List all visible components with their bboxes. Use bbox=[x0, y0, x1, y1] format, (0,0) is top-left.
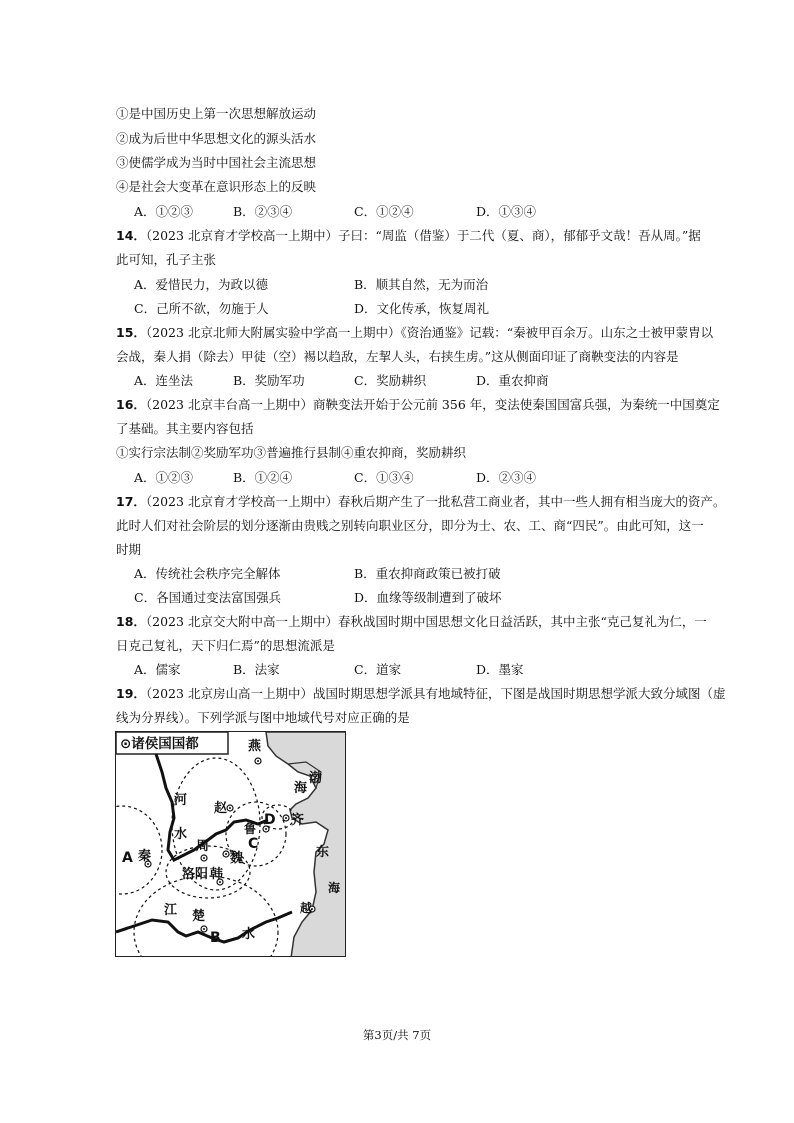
statement-4: ④是社会大变革在意识形态上的反映 bbox=[116, 179, 317, 194]
q16-stem-line1 bbox=[116, 397, 720, 413]
label-yue: 越 bbox=[300, 901, 313, 915]
q18-number: 18． bbox=[116, 614, 146, 629]
q18-option-d[interactable]: D．墨家 bbox=[476, 662, 524, 677]
q16-text: （2023 北京丰台高一上期中）商鞅变法开始于公元前 356 年，变法使秦国国富兵强，为秦统一中国奠定 bbox=[145, 397, 720, 412]
warring-states-map bbox=[115, 731, 346, 957]
q17-option-c[interactable]: C．各国通过变法富国强兵 bbox=[134, 590, 282, 605]
q18-stem-line1 bbox=[116, 614, 707, 630]
q16-stem-line2: 了基础。其主要内容包括 bbox=[116, 421, 254, 436]
q17-stem-line1 bbox=[116, 494, 725, 510]
q18-option-c[interactable]: C．道家 bbox=[354, 662, 402, 677]
q16-option-c[interactable]: C．①③④ bbox=[354, 470, 414, 485]
label-han: 韩 bbox=[210, 867, 224, 882]
statement-2: ②成为后世中华思想文化的源头活水 bbox=[116, 131, 317, 146]
q15-option-d[interactable]: D．重农抑商 bbox=[476, 373, 549, 388]
legend-text: ⊙诸侯国国都 bbox=[120, 736, 199, 752]
q16-stem-line3: ①实行宗法制②奖励军功③普遍推行县制④重农抑商，奖励耕织 bbox=[116, 445, 467, 460]
q16-option-a[interactable]: A．①②③ bbox=[134, 470, 194, 485]
q17-stem-line2: 此时人们对社会阶层的划分逐渐由贵贱之别转向职业区分，即分为士、农、工、商“四民”。由此可知，这一 bbox=[116, 518, 704, 533]
label-A: A bbox=[122, 850, 133, 866]
label-yan: 燕 bbox=[248, 739, 262, 754]
q13-option-d[interactable]: D．①③④ bbox=[476, 204, 537, 219]
q17-option-d[interactable]: D．血缘等级制遭到了破坏 bbox=[354, 590, 502, 605]
q14-option-b[interactable]: B．顺其自然，无为而治 bbox=[354, 277, 489, 292]
label-bo: 渤 bbox=[309, 771, 323, 786]
q17-option-b[interactable]: B．重农抑商政策已被打破 bbox=[354, 566, 501, 581]
label-shui2: 水 bbox=[242, 927, 256, 942]
q13-option-b[interactable]: B．②③④ bbox=[233, 204, 293, 219]
label-hai1: 海 bbox=[294, 781, 308, 796]
page-footer: 第3页/共 7页 bbox=[362, 1028, 432, 1042]
label-he: 河 bbox=[174, 793, 188, 808]
q15-option-c[interactable]: C．奖励耕织 bbox=[354, 373, 427, 388]
q15-option-b[interactable]: B．奖励军功 bbox=[233, 373, 305, 388]
label-luoyang: 洛阳 bbox=[182, 867, 209, 882]
label-wei: 魏 bbox=[230, 851, 244, 866]
q15-option-a[interactable]: A．连坐法 bbox=[134, 373, 194, 388]
label-zhao: 赵 bbox=[214, 801, 228, 816]
label-lu: 鲁 bbox=[244, 822, 257, 836]
q18-text: （2023 北京交大附中高一上期中）春秋战国时期中国思想文化日益活跃，其中主张“克己复礼为仁，一 bbox=[145, 614, 707, 629]
label-hai2: 海 bbox=[328, 881, 341, 895]
q19-stem-line2: 线为分界线）。下列学派与图中地域代号对应正确的是 bbox=[116, 710, 410, 725]
label-jiang: 江 bbox=[164, 903, 178, 918]
label-dong: 东 bbox=[316, 845, 330, 860]
statement-3: ③使儒学成为当时中国社会主流思想 bbox=[116, 155, 317, 170]
statement-1: ①是中国历史上第一次思想解放运动 bbox=[116, 106, 317, 121]
sea-area bbox=[266, 732, 346, 957]
label-qin: 秦 bbox=[138, 849, 152, 864]
q14-option-a[interactable]: A．爱惜民力，为政以德 bbox=[134, 277, 269, 292]
q18-option-a[interactable]: A．儒家 bbox=[134, 662, 181, 677]
map-svg bbox=[116, 732, 346, 957]
q17-option-a[interactable]: A．传统社会秩序完全解体 bbox=[134, 566, 281, 581]
q13-option-a[interactable]: A．①②③ bbox=[134, 204, 194, 219]
label-shui1: 水 bbox=[174, 827, 188, 842]
q13-option-c[interactable]: C．①②④ bbox=[354, 204, 414, 219]
q15-stem-line2: 会战，秦人捐（除去）甲徒（空）裼以趋敌，左挈人头，右挟生虏。”这从侧面印证了商鞅变法的内容是 bbox=[116, 349, 679, 364]
q14-stem-line2: 此可知，孔子主张 bbox=[116, 252, 217, 267]
label-D: D bbox=[264, 812, 276, 828]
q14-number: 14． bbox=[116, 228, 146, 243]
label-chu: 楚 bbox=[192, 909, 206, 924]
q19-text: （2023 北京房山高一上期中）战国时期思想学派具有地域特征，下图是战国时期思想学派大致分域图（虚 bbox=[145, 686, 726, 701]
q15-stem-line1 bbox=[116, 325, 713, 341]
q16-option-d[interactable]: D．②③④ bbox=[476, 470, 537, 485]
label-B: B bbox=[210, 930, 221, 946]
q17-stem-line3: 时期 bbox=[116, 542, 142, 557]
label-qi: 齐 bbox=[291, 813, 305, 828]
q18-option-b[interactable]: B．法家 bbox=[233, 662, 280, 677]
q14-text: （2023 北京育才学校高一上期中）子曰：“周监（借鉴）于二代（夏、商），郁郁乎文哉！吾从周。”据 bbox=[145, 228, 701, 243]
q15-text: （2023 北京北师大附属实验中学高一上期中）《资治通鉴》记载：“秦被甲百余万。山东之士被甲蒙胄以 bbox=[145, 325, 714, 340]
label-C: C bbox=[248, 836, 259, 852]
q19-stem-line1 bbox=[116, 686, 725, 702]
q17-text: （2023 北京育才学校高一上期中）春秋后期产生了一批私营工商业者，其中一些人拥有相当庞大的资产。 bbox=[145, 494, 726, 509]
q14-stem-line1 bbox=[116, 228, 701, 244]
q15-number: 15． bbox=[116, 325, 146, 340]
q18-stem-line2: 日克己复礼，天下归仁焉”的思想流派是 bbox=[116, 638, 335, 653]
q16-number: 16． bbox=[116, 397, 146, 412]
q17-number: 17． bbox=[116, 494, 146, 509]
q16-option-b[interactable]: B．①②④ bbox=[233, 470, 293, 485]
q19-number: 19． bbox=[116, 686, 146, 701]
label-zhou: 周 bbox=[196, 839, 210, 854]
q14-option-c[interactable]: C．己所不欲，勿施于人 bbox=[134, 301, 269, 316]
q14-option-d[interactable]: D．文化传承，恢复周礼 bbox=[354, 301, 490, 316]
